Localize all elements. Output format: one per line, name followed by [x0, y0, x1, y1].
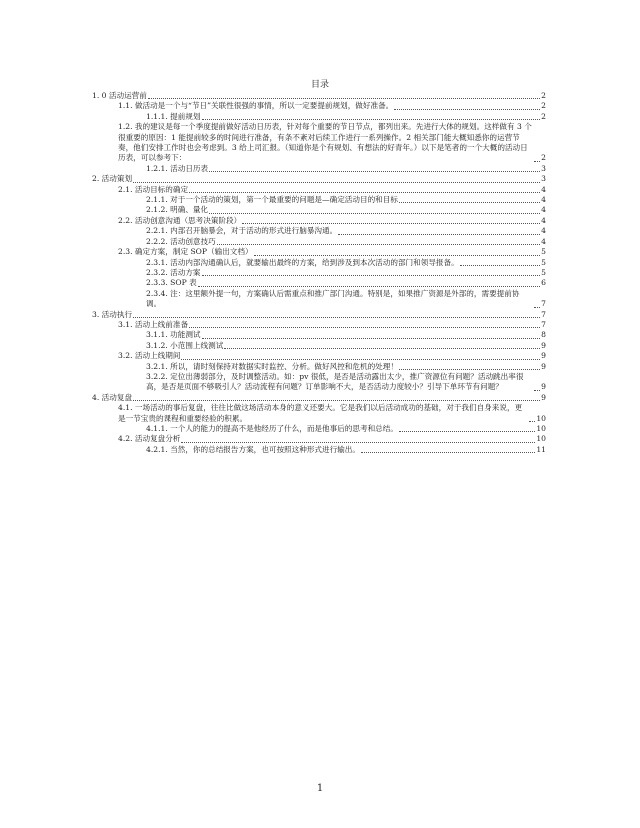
toc-entry-text: 3.1.1. 功能测试 — [146, 330, 201, 340]
toc-entry-text: 1.2. 我的建议是每一个季度提前做好活动日历表，针对每个重要的节日节点，都列出来。先进行大体的规划。这样做有 3 个很重要的原因：1 能提前较多的时间进行准备，有条不紊对后续工作进行一系列操作。2 相关部门能大概知悉你的运营节奏，他们安排工作时也会考虑到。3 给上司汇报。（知道你是个有规划、有想法的好青年。）以下是笔者的一个大概的活动日历表，可以参考下： — [118, 122, 532, 163]
toc-entry-page: 5 — [541, 257, 546, 267]
toc-dot-leader — [189, 326, 540, 328]
toc-entry-level-1[interactable] — [92, 310, 546, 320]
toc-entry-text: 2.1. 活动目标的确定 — [118, 184, 189, 194]
toc-entry-level-2[interactable] — [92, 247, 546, 257]
table-of-contents — [92, 91, 546, 455]
toc-entry-page: 9 — [541, 351, 546, 361]
toc-entry-page: 7 — [541, 319, 546, 329]
toc-entry-level-2[interactable] — [92, 101, 546, 111]
toc-dot-leader — [148, 97, 540, 99]
toc-entry-page: 2 — [541, 111, 546, 121]
toc-entry-page: 3 — [541, 163, 546, 173]
toc-entry-level-1[interactable] — [92, 91, 546, 101]
toc-entry-text: 3.1.2. 小范围上线测试 — [146, 340, 224, 350]
toc-entry-page: 7 — [541, 299, 546, 309]
toc-entry-text: 2.1.2. 明确、量化 — [146, 205, 209, 215]
toc-entry-page: 9 — [541, 340, 546, 350]
toc-entry-level-3[interactable] — [92, 341, 546, 351]
page-number: 1 — [316, 783, 324, 794]
toc-entry-level-3[interactable] — [92, 164, 546, 174]
toc-entry-text: 1.1. 做活动是一个与“节日”关联性很强的事情，所以一定要提前规划，做好准备。 — [118, 101, 394, 111]
toc-entry-text: 4.2.1. 当然，你的总结报告方案，也可按照这种形式进行输出。 — [146, 444, 360, 454]
toc-entry-text: 2.1.1. 对于一个活动的策划，第一个最重要的问题是—确定活动目的和目标 — [146, 195, 398, 205]
toc-dot-leader — [181, 358, 540, 360]
toc-dot-leader — [224, 347, 540, 349]
toc-dot-leader — [202, 118, 541, 120]
toc-dot-leader — [217, 243, 540, 245]
toc-dot-leader — [338, 233, 540, 235]
toc-entry-level-3[interactable] — [92, 424, 546, 434]
toc-entry-level-3[interactable] — [92, 112, 546, 122]
toc-entry-level-2[interactable] — [92, 434, 546, 444]
toc-dot-leader — [394, 108, 540, 110]
toc-entry-level-3[interactable] — [92, 289, 546, 310]
toc-entry-level-2[interactable] — [92, 216, 546, 226]
toc-entry-text: 2.2. 活动创意沟通（思考决策阶段） — [118, 215, 242, 225]
toc-entry-level-3[interactable] — [92, 278, 546, 288]
toc-entry-page: 2 — [541, 91, 546, 100]
toc-entry-page: 4 — [541, 184, 546, 194]
toc-dot-leader — [361, 451, 535, 453]
toc-entry-text: 2. 活动策划 — [92, 174, 133, 184]
toc-dot-leader — [529, 420, 535, 422]
toc-entry-level-3[interactable] — [92, 445, 546, 455]
toc-dot-leader — [399, 368, 540, 370]
toc-entry-level-2[interactable] — [92, 122, 546, 164]
toc-entry-text: 2.3.2. 活动方案 — [146, 267, 201, 277]
toc-dot-leader — [209, 170, 540, 172]
toc-entry-page: 10 — [536, 434, 546, 444]
toc-entry-level-3[interactable] — [92, 205, 546, 215]
toc-entry-level-3[interactable] — [92, 237, 546, 247]
toc-entry-page: 8 — [541, 330, 546, 340]
toc-entry-page: 4 — [541, 226, 546, 236]
toc-dot-leader — [202, 274, 541, 276]
toc-entry-text: 1.1.1. 提前规划 — [146, 111, 201, 121]
toc-entry-level-3[interactable] — [92, 268, 546, 278]
toc-entry-page: 5 — [541, 247, 546, 257]
toc-entry-page: 3 — [541, 174, 546, 184]
toc-entry-level-3[interactable] — [92, 226, 546, 236]
toc-dot-leader — [198, 285, 540, 287]
toc-entry-text: 3. 活动执行 — [92, 309, 133, 319]
toc-entry-page: 4 — [541, 215, 546, 225]
toc-entry-page: 2 — [541, 101, 546, 111]
toc-dot-leader — [181, 441, 535, 443]
toc-entry-level-1[interactable] — [92, 174, 546, 184]
toc-entry-text: 2.3.3. SOP 表 — [146, 278, 197, 288]
toc-entry-text: 3.2. 活动上线期间 — [118, 351, 181, 361]
toc-entry-level-3[interactable] — [92, 362, 546, 372]
toc-entry-page: 4 — [541, 236, 546, 246]
toc-dot-leader — [534, 306, 540, 308]
toc-dot-leader — [254, 254, 541, 256]
toc-entry-level-2[interactable] — [92, 351, 546, 361]
toc-entry-text: 4.1. 一场活动的事后复盘，往往比做这场活动本身的意义还要大。它是我们以后活动成功的基础，对于我们自身来说，更是一节宝贵的课程和重要经验的积累。 — [118, 403, 523, 423]
toc-dot-leader — [209, 212, 540, 214]
toc-entry-text: 1. 0 活动运营前 — [92, 91, 147, 100]
toc-entry-text: 4.2. 活动复盘分析 — [118, 434, 181, 444]
toc-entry-page: 7 — [541, 309, 546, 319]
toc-dot-leader — [133, 399, 540, 401]
toc-dot-leader — [202, 337, 541, 339]
toc-dot-leader — [399, 430, 535, 432]
toc-entry-level-2[interactable] — [92, 185, 546, 195]
toc-entry-text: 3.2.1. 所以，请时刻保持对数据实时监控、分析。做好风控和危机的处理！ — [146, 361, 398, 371]
toc-entry-page: 9 — [541, 392, 546, 402]
toc-dot-leader — [460, 264, 540, 266]
toc-entry-text: 2.2.1. 内部召开脑暴会，对于活动的形式进行脑暴沟通。 — [146, 226, 338, 236]
toc-entry-page: 10 — [536, 413, 546, 423]
toc-entry-text: 2.3. 确定方案，制定 SOP（输出文档） — [118, 247, 253, 257]
toc-entry-text: 3.1. 活动上线前准备 — [118, 319, 189, 329]
toc-dot-leader — [189, 191, 540, 193]
toc-entry-page: 5 — [541, 267, 546, 277]
toc-entry-page: 6 — [541, 278, 546, 288]
toc-entry-page: 10 — [536, 424, 546, 433]
toc-entry-level-3[interactable] — [92, 372, 546, 393]
toc-entry-text: 1.2.1. 活动日历表 — [146, 163, 209, 173]
toc-entry-text: 2.3.1. 活动内部沟通确认后，就要输出最终的方案，给到涉及到本次活动的部门和领导报备。 — [146, 257, 459, 267]
toc-entry-level-3[interactable] — [92, 330, 546, 340]
toc-dot-leader — [242, 222, 540, 224]
toc-entry-page: 4 — [541, 195, 546, 205]
toc-entry-page: 9 — [541, 361, 546, 371]
toc-entry-text: 3.2.2. 定位出薄弱部分，及时调整活动。如：pv 很低，是否是活动露出太少，推广资源位有问题？活动跳出率很高，是否是页面不够吸引人？活动流程有问题？订单影响不大，是否活动力度较小？引导下单环节有问题？ — [146, 371, 524, 392]
toc-entry-text: 4. 活动复盘 — [92, 392, 133, 402]
toc-dot-leader — [534, 389, 540, 391]
toc-dot-leader — [399, 201, 540, 203]
toc-entry-page: 2 — [541, 153, 546, 163]
toc-entry-page: 9 — [541, 382, 546, 392]
toc-entry-level-1[interactable] — [92, 393, 546, 403]
toc-title: 目录 — [310, 80, 329, 90]
toc-entry-level-3[interactable] — [92, 195, 546, 205]
toc-entry-text: 2.3.4. 注：这里额外提一句，方案确认后需重点和推广部门沟通。特别是，如果推广资源是外部的，需要提前协调。 — [146, 288, 520, 309]
toc-entry-level-2[interactable] — [92, 320, 546, 330]
toc-entry-level-2[interactable] — [92, 403, 546, 424]
toc-entry-text: 2.2.2. 活动创意技巧 — [146, 236, 216, 246]
toc-entry-page: 4 — [541, 205, 546, 215]
toc-entry-level-3[interactable] — [92, 258, 546, 268]
toc-dot-leader — [534, 160, 540, 162]
toc-entry-text: 4.1.1. 一个人的能力的提高不是他经历了什么，而是他事后的思考和总结。 — [146, 424, 398, 433]
toc-entry-page: 11 — [536, 444, 546, 454]
toc-dot-leader — [133, 316, 540, 318]
toc-dot-leader — [133, 181, 540, 183]
